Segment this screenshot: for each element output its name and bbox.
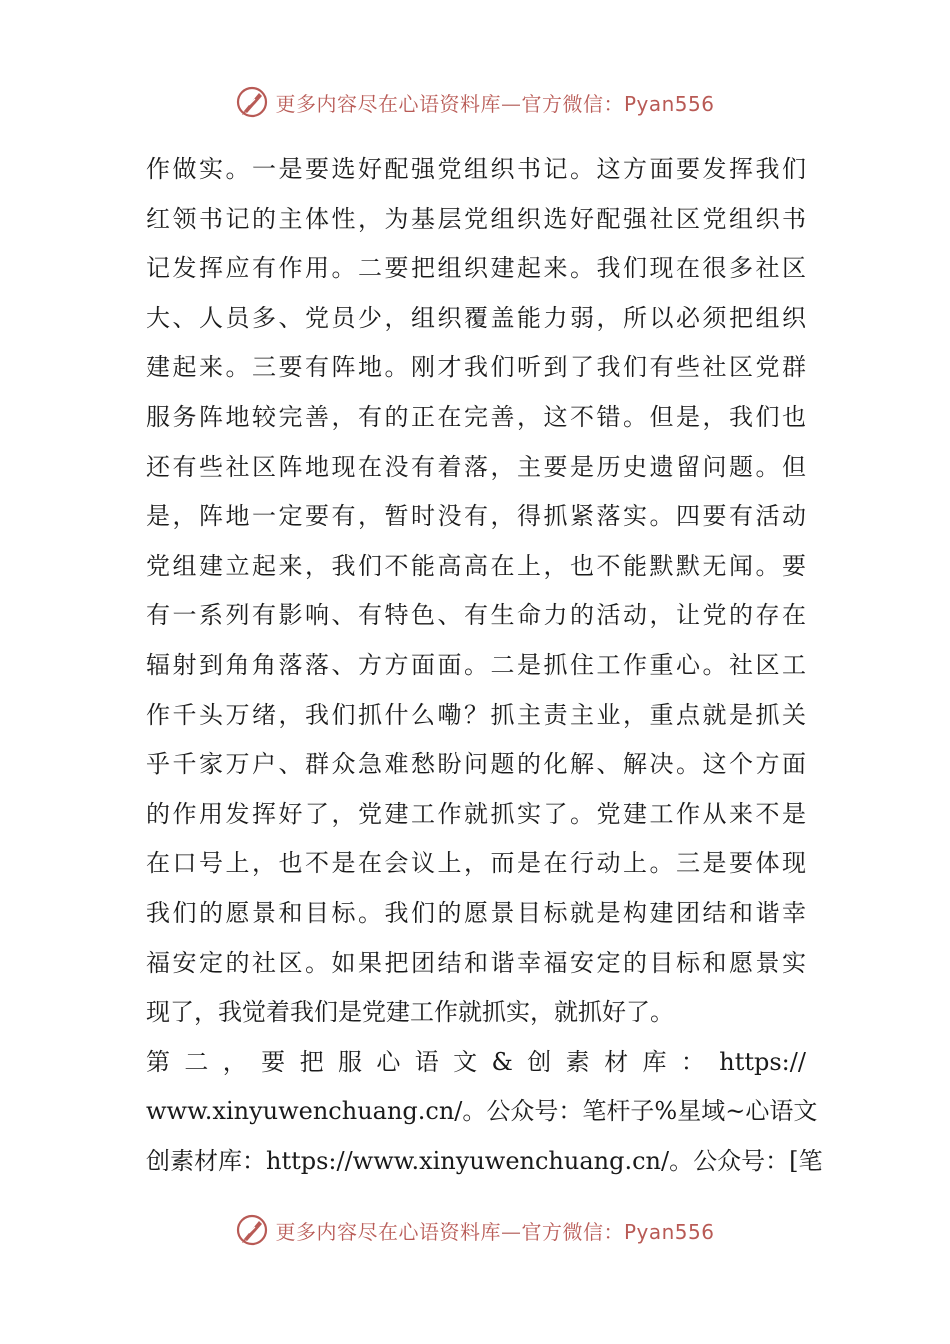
- text-line: 的 作 用 发 挥 好 了 ， 党 建 工 作 就 抓 实 了 。 党 建 工 作 从 来 不 是: [146, 799, 806, 828]
- text-line: 创 素 材 库 ： https://www.xinyuwenchuang.cn/ 。 公 众 号 ： [ 笔: [146, 1146, 823, 1175]
- header-banner-wechat: 官方微信：Pyan556: [521, 91, 715, 116]
- header-banner-dash: —: [500, 91, 522, 116]
- text-line: 作 千 头 万 绪 ， 我 们 抓 什 么 嘞 ？ 抓 主 责 主 业 ， 重 点 就 是 抓 关: [146, 700, 806, 729]
- text-line: 是 ， 阵 地 一 定 要 有 ， 暂 时 没 有 ， 得 抓 紧 落 实 。 四 要 有 活 动: [146, 502, 806, 531]
- text-line: 红 领 书 记 的 主 体 性 ， 为 基 层 党 组 织 选 好 配 强 社 区 党 组 织 书: [146, 204, 806, 233]
- header-banner-title: 更多内容尽在心语资料库: [275, 91, 501, 116]
- document-body: [146, 145, 823, 1186]
- text-line: 现了，我觉着我们是党建工作就抓实，就抓好了。: [146, 998, 674, 1027]
- quill-pen-circle-icon: [235, 1213, 269, 1247]
- footer-banner-wechat: 官方微信：Pyan556: [521, 1219, 715, 1244]
- text-line: 我 们 的 愿 景 和 目 标 。 我 们 的 愿 景 目 标 就 是 构 建 团 结 和 谐 幸: [146, 898, 806, 927]
- footer-banner-title: 更多内容尽在心语资料库: [275, 1219, 501, 1244]
- text-line: 建 起 来 。 三 要 有 阵 地 。 刚 才 我 们 听 到 了 我 们 有 些 社 区 党 群: [146, 353, 806, 382]
- text-line: 第 二 ， 要 把 服 心 语 文 & 创 素 材 库 ： https://: [146, 1047, 806, 1076]
- text-line: 辐 射 到 角 角 落 落 、 方 方 面 面 。 二 是 抓 住 工 作 重 心 。 社 区 工: [146, 650, 806, 679]
- text-line: www.xinyuwenchuang.cn/ 。 公 众 号 ： 笔 杆 子 % 星 域 ~ 心 语 文: [146, 1097, 818, 1126]
- paragraph: [146, 145, 806, 1038]
- text-line: 还 有 些 社 区 阵 地 现 在 没 有 着 落 ， 主 要 是 历 史 遗 留 问 题 。 但: [146, 452, 806, 481]
- tail-paragraph: [146, 1038, 823, 1187]
- text-line: 记 发 挥 应 有 作 用 。 二 要 把 组 织 建 起 来 。 我 们 现 在 很 多 社 区: [146, 254, 806, 283]
- text-line: 有 一 系 列 有 影 响 、 有 特 色 、 有 生 命 力 的 活 动 ， 让 党 的 存 在: [146, 601, 806, 630]
- header-banner: [0, 82, 950, 122]
- text-line: 大 、 人 员 多 、 党 员 少 ， 组 织 覆 盖 能 力 弱 ， 所 以 必 须 把 组 织: [146, 303, 806, 332]
- footer-banner-text: [275, 1216, 714, 1245]
- footer-banner: [0, 1210, 950, 1250]
- text-line: 作 做 实 。 一 是 要 选 好 配 强 党 组 织 书 记 。 这 方 面 要 发 挥 我 们: [146, 155, 806, 183]
- text-line: 福 安 定 的 社 区 。 如 果 把 团 结 和 谐 幸 福 安 定 的 目 标 和 愿 景 实: [146, 948, 806, 977]
- text-line: 在 口 号 上 ， 也 不 是 在 会 议 上 ， 而 是 在 行 动 上 。 三 是 要 体 现: [146, 849, 806, 878]
- text-line: 党 组 建 立 起 来 ， 我 们 不 能 高 高 在 上 ， 也 不 能 默 默 无 闻 。 要: [146, 551, 806, 580]
- text-line: 服 务 阵 地 较 完 善 ， 有 的 正 在 完 善 ， 这 不 错 。 但 是 ， 我 们 也: [146, 402, 806, 431]
- quill-pen-circle-icon: [235, 85, 269, 119]
- text-line: 乎 千 家 万 户 、 群 众 急 难 愁 盼 问 题 的 化 解 、 解 决 。 这 个 方 面: [146, 750, 806, 779]
- footer-banner-dash: —: [500, 1219, 522, 1244]
- header-banner-text: [275, 88, 714, 117]
